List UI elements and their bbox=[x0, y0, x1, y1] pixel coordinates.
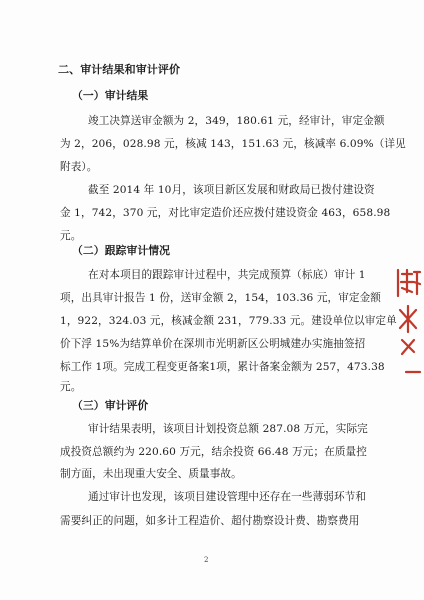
paragraph-line: 需要纠正的问题，如多计工程造价、超付勘察设计费、勘察费用 bbox=[60, 515, 360, 527]
paragraph-line: 在对本项目的跟踪审计过程中，共完成预算（标底）审计 1 bbox=[88, 269, 366, 281]
paragraph-line: 标工作 1项。完成工程变更备案1项，累计备案金额为 257，473.38 bbox=[60, 361, 385, 373]
subsection-heading-tracking-audit: （二）跟踪审计情况 bbox=[72, 244, 171, 257]
paragraph-line: 竣工决算送审金额为 2，349，180.61 元，经审计，审定金额 bbox=[88, 115, 385, 127]
page-number: 2 bbox=[204, 556, 209, 564]
paragraph-line: 审计结果表明，该项目计划投资总额 287.08 万元，实际完 bbox=[88, 423, 368, 435]
paragraph-line: 通过审计也发现，该项目建设管理中还存在一些薄弱环节和 bbox=[88, 491, 367, 503]
paragraph-line: 金 1，742，370 元，对比审定造价还应拨付建设资金 463，658.98 bbox=[60, 207, 391, 219]
red-seal-stamp-icon bbox=[392, 262, 424, 400]
section-title: 二、审计结果和审计评价 bbox=[58, 63, 181, 76]
paragraph-line: 为 2，206，028.98 元，核减 143，151.63 元，核减率 6.09%（详见 bbox=[60, 138, 406, 150]
paragraph-line: 成投资总额约为 220.60 万元，结余投资 66.48 万元；在质量控 bbox=[60, 446, 367, 458]
paragraph-line: 1，922，324.03 元，核减金额 231，779.33 元。建设单位以审定单 bbox=[60, 315, 397, 327]
paragraph-line: 价下浮 15%为结算单价在深圳市光明新区公明城建办实施抽签招 bbox=[60, 338, 366, 350]
paragraph-line: 元。 bbox=[60, 230, 82, 242]
paragraph-line: 制方面，未出现重大安全、质量事故。 bbox=[60, 468, 242, 480]
subsection-heading-audit-results: （一）审计结果 bbox=[72, 89, 149, 102]
paragraph-line: 附表）。 bbox=[60, 161, 98, 173]
paragraph-line: 项，出具审计报告 1 份，送审金额 2，154，103.36 元，审定金额 bbox=[60, 292, 381, 304]
paragraph-line: 截至 2014 年 10月，该项目新区发展和财政局已拨付建设资 bbox=[88, 184, 375, 196]
subsection-heading-audit-evaluation: （三）审计评价 bbox=[72, 399, 149, 412]
paragraph-line: 元。 bbox=[60, 381, 82, 393]
